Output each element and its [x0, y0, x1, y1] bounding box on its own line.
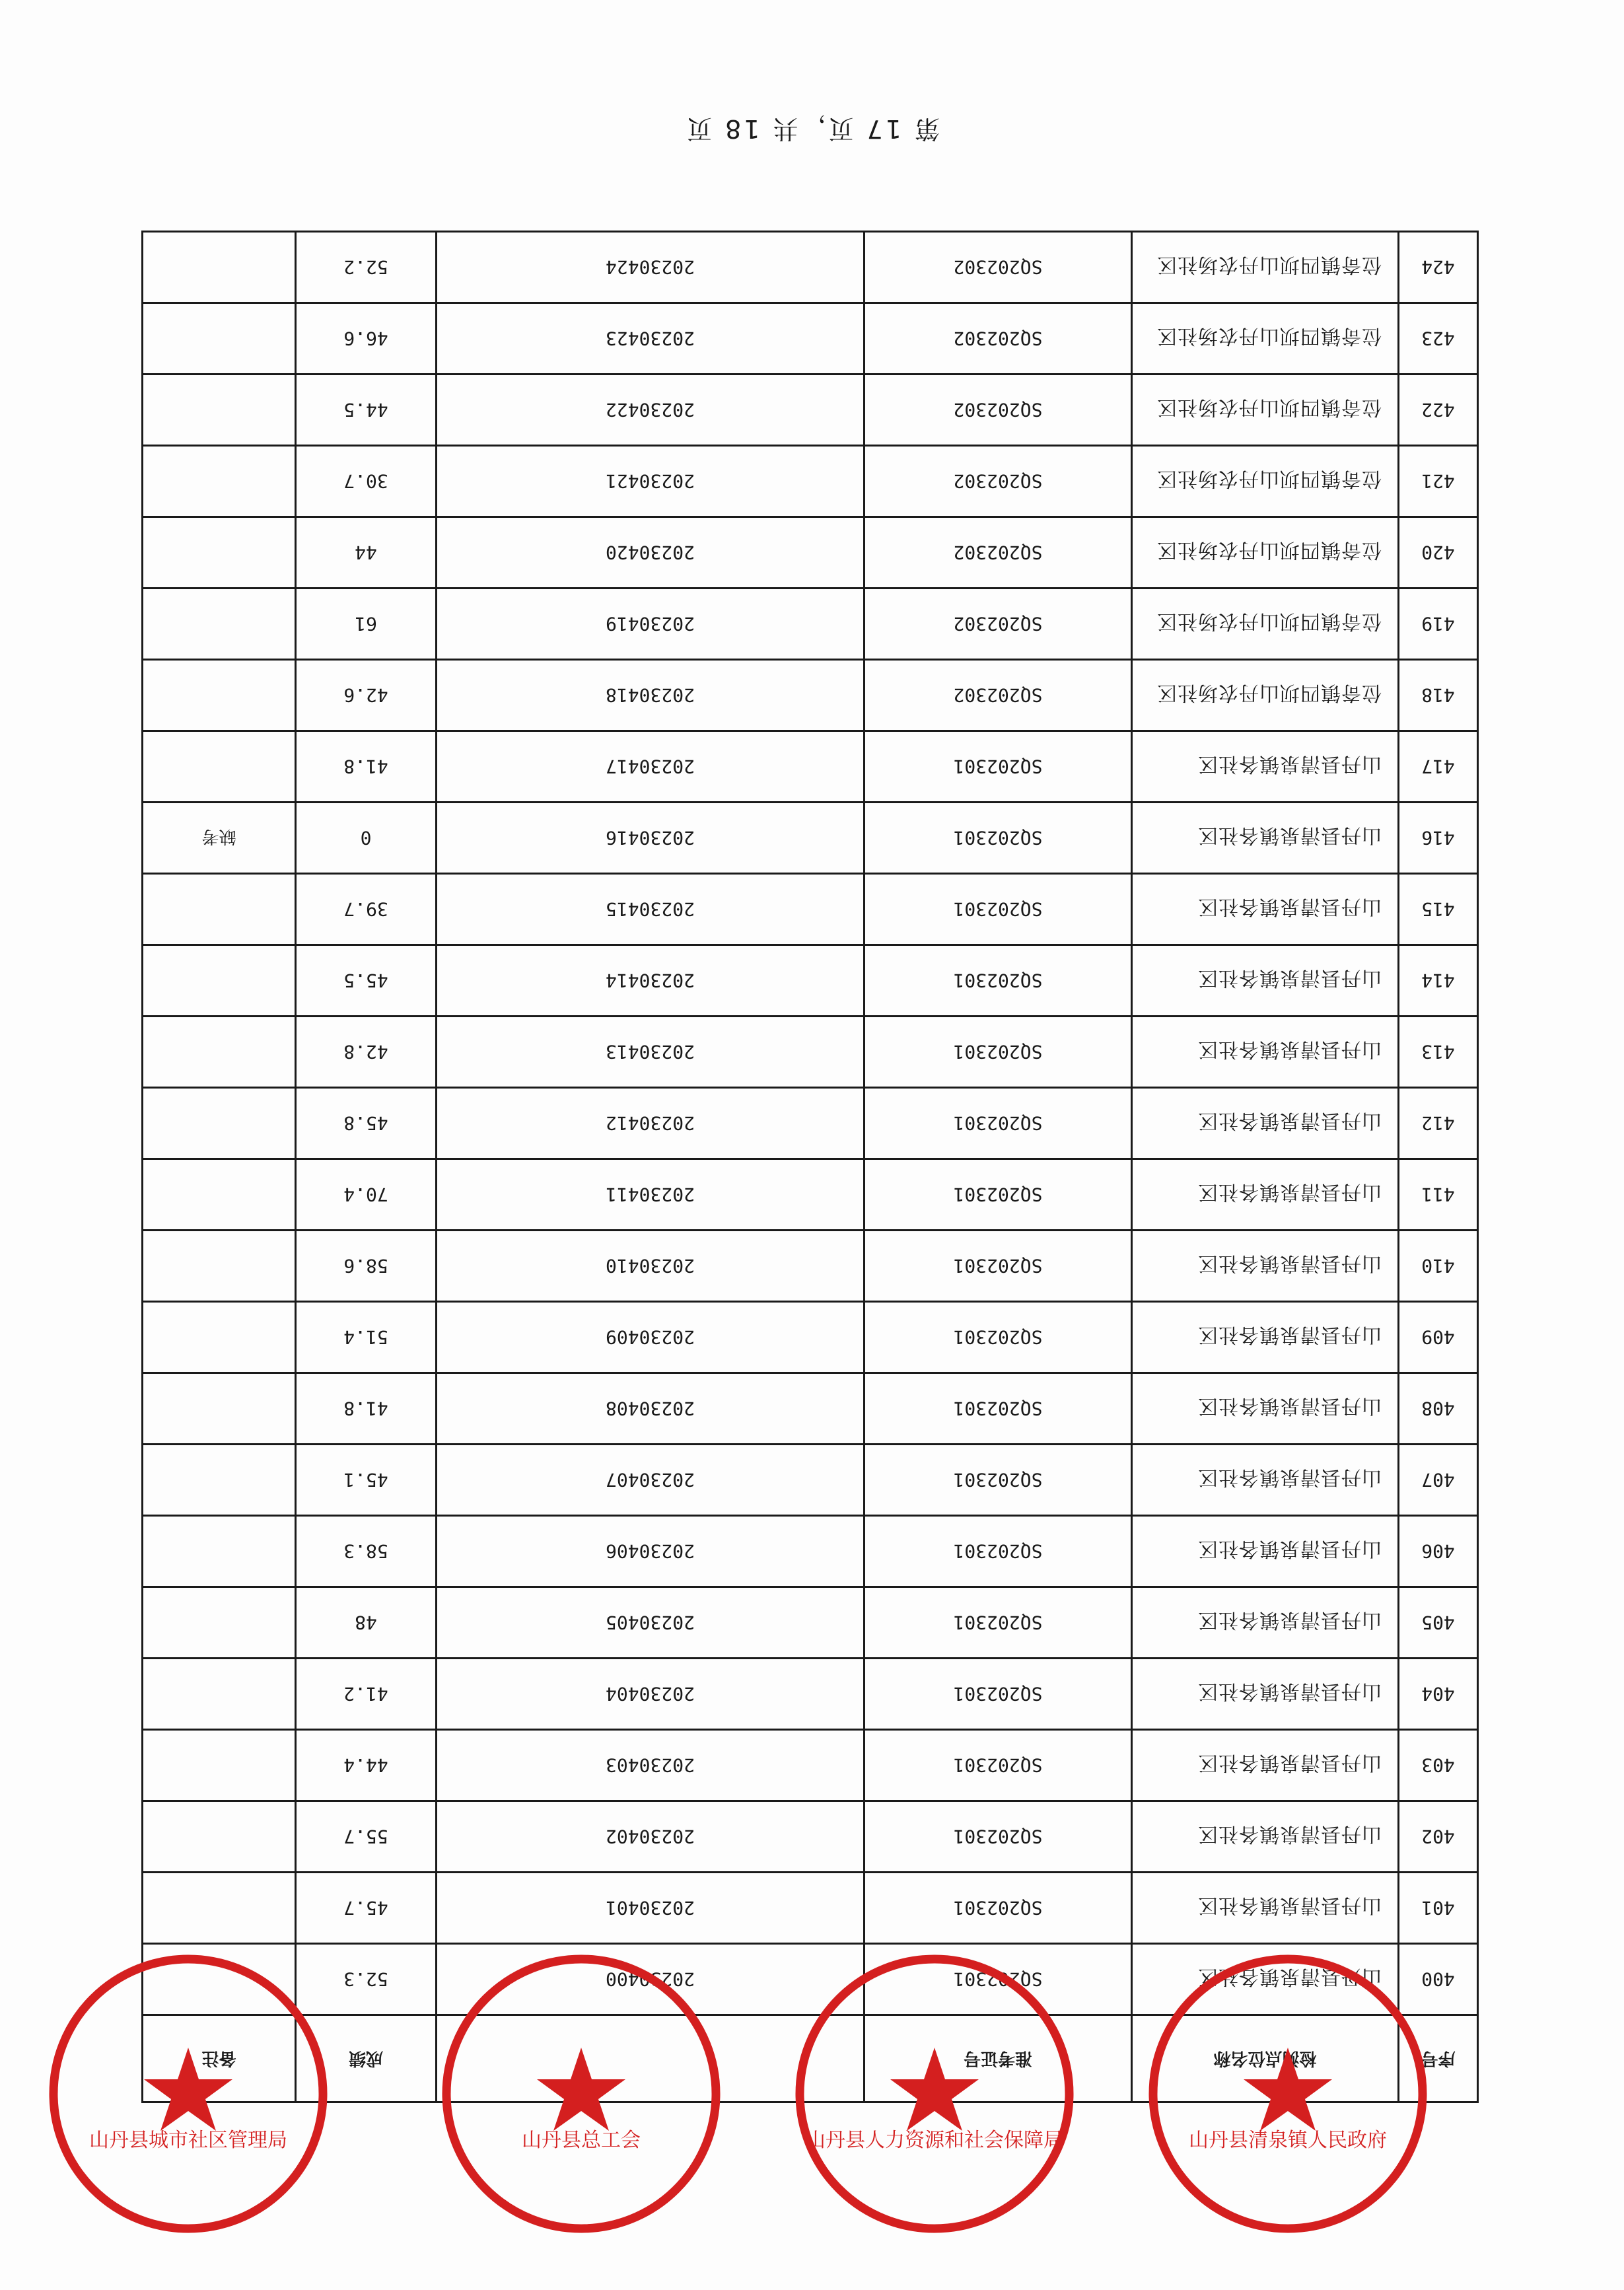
- cell-cert: SQ202302: [865, 232, 1132, 303]
- cell-note: [143, 731, 296, 803]
- cell-cert: SQ202301: [865, 1017, 1132, 1088]
- cell-cert: SQ202301: [865, 1445, 1132, 1516]
- cell-score: 45.8: [296, 1088, 437, 1159]
- cell-cert: SQ202302: [865, 660, 1132, 731]
- cell-score: 0: [296, 803, 437, 874]
- cell-cert: SQ202301: [865, 803, 1132, 874]
- cell-score: 51.4: [296, 1302, 437, 1373]
- cell-site: 山丹县清泉镇各社区: [1132, 1017, 1399, 1088]
- cell-cert: SQ202301: [865, 1730, 1132, 1801]
- cell-cert: SQ202302: [865, 446, 1132, 517]
- table-row: [143, 1445, 1478, 1516]
- cell-id: 20230400: [437, 1944, 865, 2015]
- cell-cert: SQ202301: [865, 1587, 1132, 1659]
- cell-site: 山丹县清泉镇各社区: [1132, 1373, 1399, 1445]
- cell-cert: SQ202302: [865, 375, 1132, 446]
- table-row: [143, 731, 1478, 803]
- cell-id: 20230411: [437, 1159, 865, 1231]
- cell-id: 20230405: [437, 1587, 865, 1659]
- cell-note: [143, 589, 296, 660]
- cell-index: 423: [1399, 303, 1478, 375]
- cell-site: 位奇镇四坝山丹农场社区: [1132, 517, 1399, 589]
- cell-id: 20230412: [437, 1088, 865, 1159]
- cell-index: 420: [1399, 517, 1478, 589]
- cell-index: 415: [1399, 874, 1478, 945]
- cell-note: [143, 232, 296, 303]
- cell-note: [143, 1445, 296, 1516]
- cell-id: 20230407: [437, 1445, 865, 1516]
- cell-index: 413: [1399, 1017, 1478, 1088]
- cell-cert: SQ202301: [865, 1373, 1132, 1445]
- page-number: 第 17 页，共 18 页: [684, 114, 940, 143]
- cell-site: 山丹县清泉镇各社区: [1132, 1231, 1399, 1302]
- cell-id: 20230414: [437, 945, 865, 1017]
- star-icon: [537, 2048, 625, 2131]
- cell-score: 58.6: [296, 1231, 437, 1302]
- cell-index: 407: [1399, 1445, 1478, 1516]
- table-row: [143, 660, 1478, 731]
- cell-score: 48: [296, 1587, 437, 1659]
- seal-name: 山丹县人力资源和社会保障局: [806, 2129, 1063, 2152]
- cell-id: 20230413: [437, 1017, 865, 1088]
- table-row: [143, 517, 1478, 589]
- cell-score: 58.3: [296, 1516, 437, 1587]
- cell-score: 45.5: [296, 945, 437, 1017]
- cell-index: 419: [1399, 589, 1478, 660]
- cell-score: 52.2: [296, 232, 437, 303]
- cell-score: 42.8: [296, 1017, 437, 1088]
- table-row: [143, 1801, 1478, 1873]
- cell-cert: SQ202302: [865, 303, 1132, 375]
- stamp-seal: [436, 1949, 726, 2239]
- table-body: [143, 232, 1478, 2015]
- cell-index: 406: [1399, 1516, 1478, 1587]
- table-row: [143, 803, 1478, 874]
- cell-index: 421: [1399, 446, 1478, 517]
- cell-index: 412: [1399, 1088, 1478, 1159]
- cell-note: [143, 303, 296, 375]
- cell-cert: SQ202301: [865, 1302, 1132, 1373]
- table-row: [143, 945, 1478, 1017]
- cell-site: 山丹县清泉镇各社区: [1132, 1659, 1399, 1730]
- cell-note: [143, 660, 296, 731]
- cell-score: 39.7: [296, 874, 437, 945]
- cell-index: 405: [1399, 1587, 1478, 1659]
- cell-cert: SQ202301: [865, 1944, 1132, 2015]
- cell-cert: SQ202302: [865, 589, 1132, 660]
- cell-score: 70.4: [296, 1159, 437, 1231]
- cell-site: 山丹县清泉镇各社区: [1132, 1873, 1399, 1944]
- stamp-seal: [1143, 1949, 1433, 2239]
- cell-site: 山丹县清泉镇各社区: [1132, 1088, 1399, 1159]
- table-row: [143, 303, 1478, 375]
- cell-id: 20230418: [437, 660, 865, 731]
- cell-site: 山丹县清泉镇各社区: [1132, 1159, 1399, 1231]
- header-note: 备注: [143, 2015, 296, 2102]
- cell-note: [143, 517, 296, 589]
- cell-cert: SQ202301: [865, 1088, 1132, 1159]
- header-cert: 准考证号: [865, 2015, 1132, 2102]
- cell-index: 408: [1399, 1373, 1478, 1445]
- cell-site: 山丹县清泉镇各社区: [1132, 874, 1399, 945]
- cell-id: 20230417: [437, 731, 865, 803]
- cell-cert: SQ202301: [865, 1659, 1132, 1730]
- cell-score: 52.3: [296, 1944, 437, 2015]
- cell-index: 416: [1399, 803, 1478, 874]
- table-row: [143, 232, 1478, 303]
- cell-id: 20230419: [437, 589, 865, 660]
- cell-cert: SQ202301: [865, 1801, 1132, 1873]
- cell-index: 424: [1399, 232, 1478, 303]
- table-row: [143, 1873, 1478, 1944]
- cell-note: [143, 1302, 296, 1373]
- cell-cert: SQ202301: [865, 945, 1132, 1017]
- cell-score: 42.6: [296, 660, 437, 731]
- cell-site: 位奇镇四坝山丹农场社区: [1132, 660, 1399, 731]
- table-row: [143, 1159, 1478, 1231]
- cell-site: 山丹县清泉镇各社区: [1132, 1944, 1399, 2015]
- cell-id: 20230408: [437, 1373, 865, 1445]
- stamp-seal: [43, 1949, 334, 2239]
- seal-name: 山丹县城市社区管理局: [89, 2129, 287, 2152]
- cell-index: 404: [1399, 1659, 1478, 1730]
- cell-index: 410: [1399, 1231, 1478, 1302]
- cell-cert: SQ202301: [865, 874, 1132, 945]
- score-table: [141, 231, 1479, 2103]
- header-index: 序号: [1399, 2015, 1478, 2102]
- table-row: [143, 1730, 1478, 1801]
- cell-score: 46.6: [296, 303, 437, 375]
- cell-note: [143, 1516, 296, 1587]
- cell-index: 401: [1399, 1873, 1478, 1944]
- cell-site: 山丹县清泉镇各社区: [1132, 945, 1399, 1017]
- cell-index: 402: [1399, 1801, 1478, 1873]
- cell-cert: SQ202301: [865, 1516, 1132, 1587]
- cell-id: 20230403: [437, 1730, 865, 1801]
- cell-note: [143, 1231, 296, 1302]
- cell-cert: SQ202302: [865, 517, 1132, 589]
- cell-id: 20230415: [437, 874, 865, 945]
- cell-score: 41.2: [296, 1659, 437, 1730]
- cell-id: 20230420: [437, 517, 865, 589]
- cell-score: 45.1: [296, 1445, 437, 1516]
- table-row: [143, 589, 1478, 660]
- star-icon: [144, 2048, 232, 2131]
- cell-note: [143, 1873, 296, 1944]
- cell-cert: SQ202301: [865, 1159, 1132, 1231]
- table-row: [143, 446, 1478, 517]
- cell-site: 位奇镇四坝山丹农场社区: [1132, 589, 1399, 660]
- cell-index: 400: [1399, 1944, 1478, 2015]
- cell-site: 山丹县清泉镇各社区: [1132, 1516, 1399, 1587]
- cell-site: 山丹县清泉镇各社区: [1132, 1587, 1399, 1659]
- cell-site: 山丹县清泉镇各社区: [1132, 731, 1399, 803]
- cell-id: 20230416: [437, 803, 865, 874]
- table-row: [143, 375, 1478, 446]
- cell-site: 山丹县清泉镇各社区: [1132, 1445, 1399, 1516]
- table-row: [143, 1302, 1478, 1373]
- table-row: [143, 1231, 1478, 1302]
- header-site: 检测点位名称: [1132, 2015, 1399, 2102]
- seal-name: 山丹县总工会: [522, 2129, 641, 2152]
- cell-site: 山丹县清泉镇各社区: [1132, 1801, 1399, 1873]
- cell-note: [143, 1159, 296, 1231]
- cell-score: 55.7: [296, 1801, 437, 1873]
- cell-score: 30.7: [296, 446, 437, 517]
- cell-id: 20230423: [437, 303, 865, 375]
- cell-note: [143, 446, 296, 517]
- cell-index: 409: [1399, 1302, 1478, 1373]
- cell-site: 位奇镇四坝山丹农场社区: [1132, 303, 1399, 375]
- cell-note: [143, 1587, 296, 1659]
- cell-site: 位奇镇四坝山丹农场社区: [1132, 446, 1399, 517]
- cell-score: 61: [296, 589, 437, 660]
- cell-score: 44: [296, 517, 437, 589]
- cell-note: [143, 1017, 296, 1088]
- cell-score: 44.5: [296, 375, 437, 446]
- cell-site: 山丹县清泉镇各社区: [1132, 1302, 1399, 1373]
- cell-note: [143, 1730, 296, 1801]
- table-row: [143, 1659, 1478, 1730]
- cell-index: 417: [1399, 731, 1478, 803]
- cell-site: 位奇镇四坝山丹农场社区: [1132, 232, 1399, 303]
- cell-site: 山丹县清泉镇各社区: [1132, 1730, 1399, 1801]
- cell-note: 缺考: [143, 803, 296, 874]
- cell-score: 45.7: [296, 1873, 437, 1944]
- cell-id: 20230401: [437, 1873, 865, 1944]
- cell-id: 20230424: [437, 232, 865, 303]
- cell-cert: SQ202301: [865, 1231, 1132, 1302]
- cell-index: 422: [1399, 375, 1478, 446]
- cell-id: 20230404: [437, 1659, 865, 1730]
- cell-score: 44.4: [296, 1730, 437, 1801]
- table-row: [143, 1587, 1478, 1659]
- header-score: 成绩: [296, 2015, 437, 2102]
- cell-note: [143, 1373, 296, 1445]
- star-icon: [1244, 2048, 1332, 2131]
- cell-id: 20230410: [437, 1231, 865, 1302]
- cell-cert: SQ202301: [865, 1873, 1132, 1944]
- cell-id: 20230406: [437, 1516, 865, 1587]
- cell-note: [143, 874, 296, 945]
- cell-id: 20230422: [437, 375, 865, 446]
- cell-id: 20230402: [437, 1801, 865, 1873]
- cell-site: 山丹县清泉镇各社区: [1132, 803, 1399, 874]
- cell-id: 20230421: [437, 446, 865, 517]
- table-row: [143, 1373, 1478, 1445]
- cell-index: 411: [1399, 1159, 1478, 1231]
- cell-score: 41.8: [296, 1373, 437, 1445]
- cell-score: 41.8: [296, 731, 437, 803]
- cell-note: [143, 1801, 296, 1873]
- cell-site: 位奇镇四坝山丹农场社区: [1132, 375, 1399, 446]
- cell-index: 414: [1399, 945, 1478, 1017]
- cell-index: 403: [1399, 1730, 1478, 1801]
- table-row: [143, 1017, 1478, 1088]
- cell-note: [143, 1088, 296, 1159]
- cell-index: 418: [1399, 660, 1478, 731]
- stamp-seal: [789, 1949, 1080, 2239]
- table-row: [143, 1088, 1478, 1159]
- cell-note: [143, 1659, 296, 1730]
- cell-id: 20230409: [437, 1302, 865, 1373]
- cell-cert: SQ202301: [865, 731, 1132, 803]
- table-row: [143, 874, 1478, 945]
- star-icon: [890, 2048, 979, 2131]
- table-row: [143, 1516, 1478, 1587]
- seal-name: 山丹县清泉镇人民政府: [1189, 2129, 1387, 2152]
- cell-note: [143, 375, 296, 446]
- cell-note: [143, 945, 296, 1017]
